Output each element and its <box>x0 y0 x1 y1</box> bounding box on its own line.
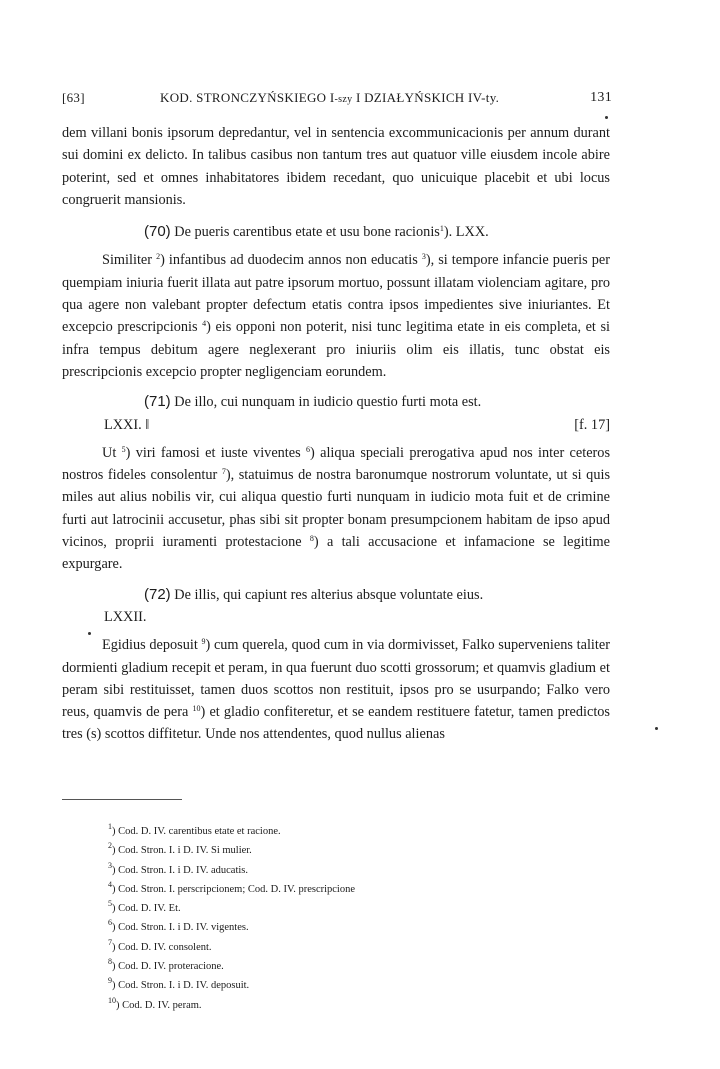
paragraph-text: ) et gladio confiteretur, et se eandem restituere fatetur, tamen predictos tres (s) scottos diffitetur. Unde nos attendentes, quod nullus alienas <box>62 704 610 743</box>
footnote-item <box>108 976 528 995</box>
footnote-ref: 6 <box>306 444 311 454</box>
footnote-item <box>108 996 528 1015</box>
footnote-list <box>108 822 528 1015</box>
footnote-ref: 4 <box>202 319 207 329</box>
footnote-ref: 10 <box>192 704 201 714</box>
paragraph-text: Ut <box>102 444 122 461</box>
footnote-number: 2 <box>108 841 112 851</box>
folio-reference: [f. 17] <box>574 416 610 433</box>
paragraph-text: ) infantibus ad duodecim annos non educatis <box>160 252 422 269</box>
section-heading-71 <box>62 391 610 436</box>
footnote-text: ) Cod. Stron. I. perscripcionem; Cod. D. IV. prescripcione <box>112 883 356 895</box>
running-title-part-b: I DZIAŁYŃSKICH IV-ty. <box>352 90 500 105</box>
footnote-number: 4 <box>108 879 112 889</box>
running-header <box>62 90 612 110</box>
footnote-ref: 2 <box>156 252 161 262</box>
paragraph-text: ), statuimus de nostra baronumque nostrorum voluntate, ut si quis miles aut alius nobilis vir, cui aliqua questio furti nunquam in iudicio mota fuit et de crimine furti aut latrocinii accusetur, phas sibi sit propter bonam presumpcionem habitam de ipso apud vicinos, proprii iuramenti protestacione <box>62 467 611 551</box>
paragraph-text: ) eis opponi non poterit, nisi tunc legitima etate in eis completa, et si infra tempus debitum agere neglexerant pro iniuriis olim eis illatis, tunc obstat eis prescripcionis excepcio propter negligenciam eorundem. <box>62 319 610 380</box>
footnote-number: 10 <box>108 995 116 1005</box>
footnote-item <box>108 822 528 841</box>
paragraph-text: ) cum querela, quod cum in via dormivisset, Falko superveniens taliter dormienti gladium recepit et peram, in qua fuerunt duo scotti grossorum; et quamvis gladium et peram sibi restituisset, tamen duos scottos non restituit, ipsos pro se usurpando; Falko vero reus, quamvis de pera <box>62 637 610 721</box>
footnote-text: ) Cod. Stron. I. i D. IV. aducatis. <box>112 864 249 876</box>
section-number: (72) <box>144 585 171 603</box>
footnote-text: ) Cod. Stron. I. i D. IV. Si mulier. <box>112 845 252 857</box>
footnote-item <box>108 861 528 880</box>
footnote-text: ) Cod. D. IV. consolent. <box>112 941 212 953</box>
section-number: (71) <box>144 393 171 411</box>
footnote-text: ) Cod. Stron. I. i D. IV. deposuit. <box>112 980 250 992</box>
margin-mark <box>88 632 91 635</box>
paragraph-text: Similiter <box>102 252 157 269</box>
footnote-item <box>108 880 528 899</box>
paragraph-text: ) aliqua speciali prerogativa apud nos inter ceteros nostros fideles consolentur <box>62 444 611 484</box>
footnote-text: ) Cod. D. IV. carentibus etate et racione. <box>112 826 281 837</box>
footnotes <box>108 822 528 1015</box>
header-page-bracket: [63] <box>62 90 85 105</box>
section-paragraph-70 <box>62 249 610 383</box>
footnote-ref: 1 <box>439 224 444 234</box>
footnote-item <box>108 938 528 957</box>
paragraph-text: ) viri famosi et iuste viventes <box>125 444 307 461</box>
running-title-suffix: -szy <box>334 94 353 105</box>
section-paragraph-72 <box>62 634 610 745</box>
footnote-text: ) Cod. D. IV. proteracione. <box>112 961 224 973</box>
footnote-ref: 8 <box>309 534 314 544</box>
section-number: (70) <box>144 223 171 241</box>
section-heading-70: (70) De pueris carentibus etate et usu bone racionis$^1$). LXX. <box>144 223 489 241</box>
footnote-item <box>108 841 528 860</box>
section-paragraph-71 <box>62 442 610 576</box>
footnote-separator <box>62 799 182 800</box>
section-roman: LXX. <box>455 224 489 241</box>
section-title: De illis, qui capiunt res alterius absque voluntate eius. <box>170 586 484 603</box>
footnote-number: 6 <box>108 918 112 928</box>
footnote-ref: 5 <box>121 444 126 454</box>
footnote-text: ) Cod. Stron. I. i D. IV. vigentes. <box>112 922 249 934</box>
main-text <box>62 122 610 746</box>
paragraph-text: ), si tempore infancie pueris per quempiam iniuria fuerit illata aut patre ipsorum mortuo, possunt illatam violenciam agitare, pro qua agere non valebant propter defectum etatis contra ipsos impedientes sive iniuriantes. Et excepcio prescripcionis <box>62 252 610 336</box>
section-heading-72 <box>62 584 610 629</box>
section-roman: LXXII. <box>104 608 147 625</box>
footnote-ref: 7 <box>221 467 226 477</box>
footnote-number: 7 <box>108 937 112 947</box>
margin-mark <box>605 116 608 119</box>
footnote-number: 5 <box>108 899 112 909</box>
footnote-ref: 9 <box>201 637 206 647</box>
footnote-item <box>108 957 528 976</box>
margin-mark <box>655 727 658 730</box>
footnote-number: 9 <box>108 976 112 986</box>
paragraph-text: ) a tali accusacione et infamacione se legitime expurgare. <box>62 534 610 573</box>
footnote-item <box>108 918 528 937</box>
footnote-number: 8 <box>108 957 112 967</box>
footnote-ref: 3 <box>421 252 426 262</box>
page-number: 131 <box>590 90 612 105</box>
footnote-text: ) Cod. D. IV. peram. <box>116 999 202 1011</box>
running-title <box>160 90 499 106</box>
paragraph-text: Egidius deposuit <box>102 637 202 654</box>
footnote-number: 1 <box>108 822 112 831</box>
section-title: De illo, cui nunquam in iudicio questio furti mota est. <box>170 394 482 411</box>
footnote-item <box>108 899 528 918</box>
section-title: De pueris carentibus etate et usu bone racionis <box>170 224 440 241</box>
section-roman: LXXI. ‖ <box>104 416 150 433</box>
footnote-number: 3 <box>108 860 112 870</box>
running-title-part-a: KOD. STRONCZYŃSKIEGO I <box>160 90 335 105</box>
intro-paragraph: dem villani bonis ipsorum depredantur, vel in sentencia excommunicacionis per annum durant sui domini ex delicto. In talibus casibus non tantum tres aut quatuor ville eiusdem incole abire poterint, sed et omnes inhabitatores ibidem recedant, quo unicuique placebit et ubi locus congruerit mansionis. <box>62 125 610 208</box>
footnote-text: ) Cod. D. IV. Et. <box>112 903 181 915</box>
